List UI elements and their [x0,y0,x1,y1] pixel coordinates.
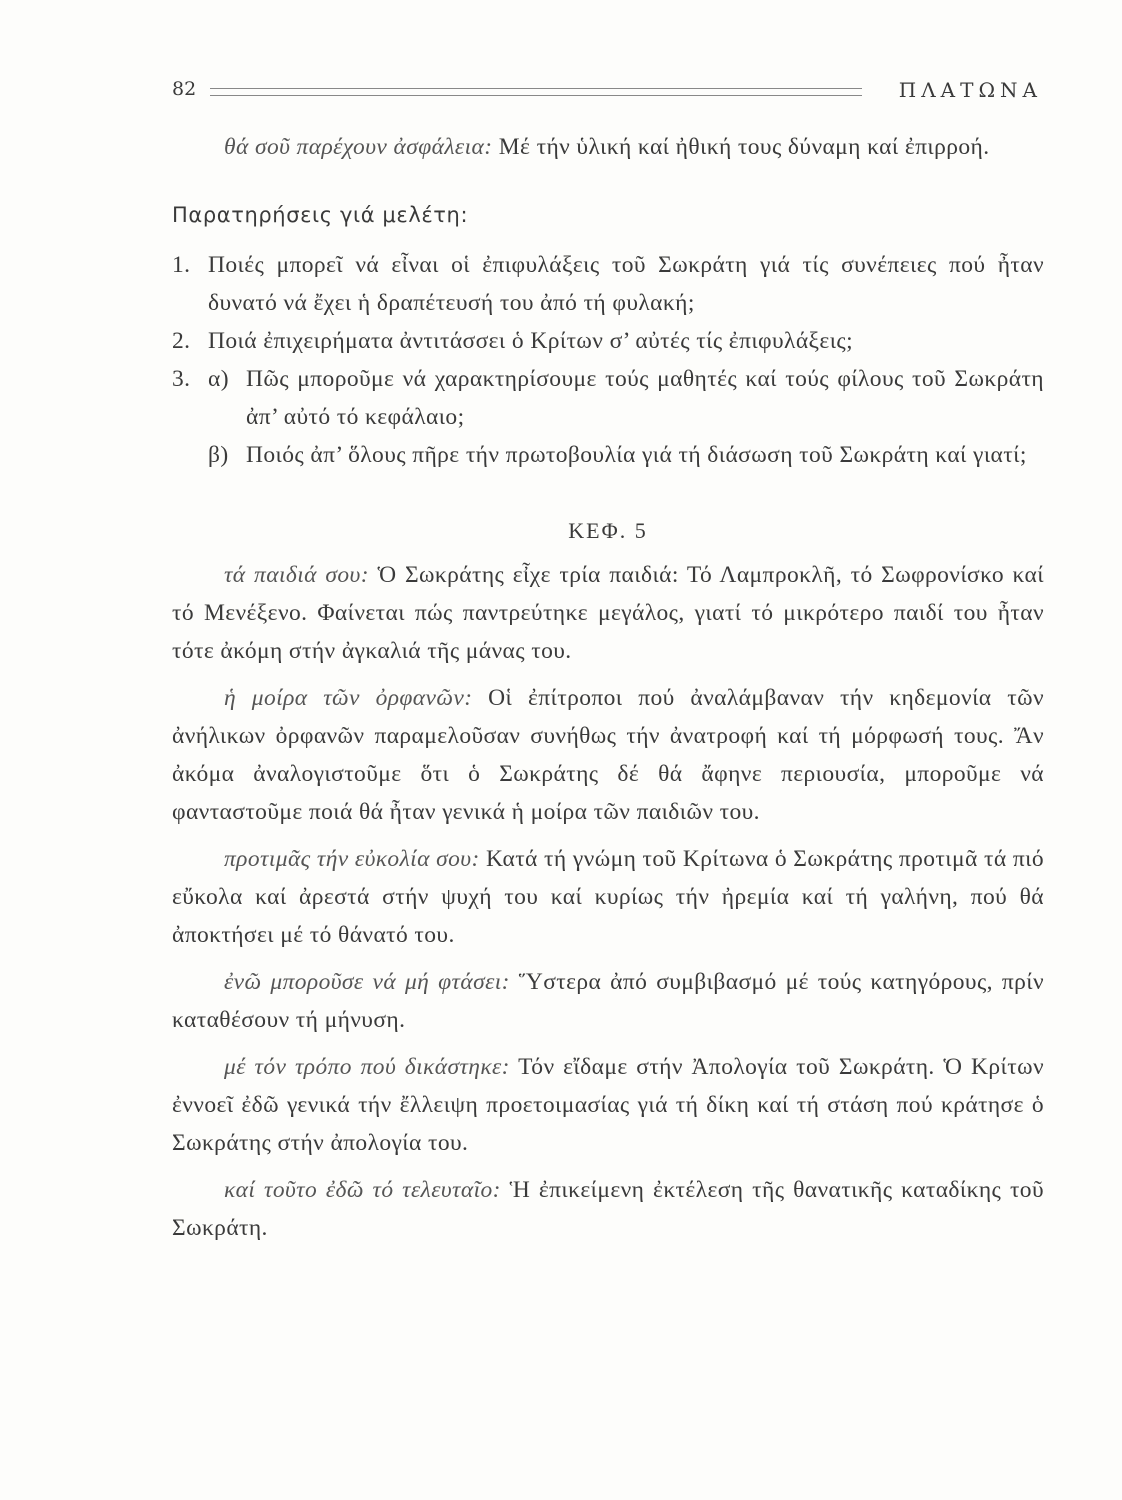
intro-note [172,128,1044,166]
note-paragraph [172,679,1044,831]
question-3a [172,360,1044,436]
note-paragraph [172,556,1044,670]
sub-label: β) [208,442,229,468]
note-text: Οἱ ἐπίτροποι πού ἀναλάμβαναν τήν κηδεμονία τῶν ἀνήλικων ὀρφανῶν παραμελοῦσαν συνήθως τήν ἀνατροφή καί τή μόρφωσή τους. Ἄν ἀκόμα ἀναλογιστοῦμε ὅτι ὁ Σωκράτης δέ θά ἄφηνε περιουσία, μποροῦμε νά φανταστοῦμε ποιά θά ἦταν γενικά ἡ μοίρα τῶν παιδιῶν του. [172,685,1044,825]
question-2 [172,322,1044,360]
running-title: ΠΛΑΤΩΝΑ [898,78,1042,102]
study-heading: Παρατηρήσεις γιά μελέτη: [172,203,469,227]
question-text: Ποιές μπορεῖ νά εἶναι οἱ ἐπιφυλάξεις τοῦ Σωκράτη γιά τίς συνέπειες πού ἦταν δυνατό νά ἔχει ἡ δραπέτευσή του ἀπό τή φυλακή; [208,252,1044,316]
note-paragraph [172,1048,1044,1162]
note-term: θά σοῦ παρέχουν ἀσφάλεια: [224,134,493,160]
question-number: 2. [172,328,191,354]
question-text: Ποιά ἐπιχειρήματα ἀντιτάσσει ὁ Κρίτων σ’ αὐτές τίς ἐπιφυλάξεις; [208,328,854,354]
question-number: 1. [172,252,191,278]
note-term: μέ τόν τρόπο πού δικάστηκε: [224,1054,510,1080]
note-text: Ἡ ἐπικείμενη ἐκτέλεση τῆς θανατικῆς καταδίκης τοῦ Σωκράτη. [172,1177,1044,1241]
note-term: προτιμᾶς τήν εὐκολία σου: [224,846,480,872]
page-number: 82 [172,78,197,100]
note-term: ἐνῶ μποροῦσε νά μή φτάσει: [224,969,510,995]
question-1 [172,246,1044,322]
note-term: καί τοῦτο ἐδῶ τό τελευταῖο: [224,1177,501,1203]
chapter-title: ΚΕΦ. 5 [568,518,648,543]
sub-text: Πῶς μποροῦμε νά χαρακτηρίσουμε τούς μαθητές καί τούς φίλους τοῦ Σωκράτη ἀπ’ αὐτό τό κεφάλαιο; [246,366,1044,430]
sub-text: Ποιός ἀπ’ ὅλους πῆρε τήν πρωτοβουλία γιά τή διάσωση τοῦ Σωκράτη καί γιατί; [246,442,1027,468]
note-paragraph [172,1171,1044,1247]
page-header [172,78,1042,108]
note-text: Κατά τή γνώμη τοῦ Κρίτωνα ὁ Σωκράτης προτιμᾶ τά πιό εὔκολα καί ἀρεστά στήν ψυχή του καί κυρίως τήν ἠρεμία καί τή γαλήνη, πού θά ἀποκτήσει μέ τό θάνατό του. [172,846,1044,948]
note-term: ἡ μοίρα τῶν ὀρφανῶν: [224,685,473,711]
note-term: τά παιδιά σου: [224,562,369,588]
question-number: 3. [172,366,191,392]
note-text: Ὁ Σωκράτης εἶχε τρία παιδιά: Τό Λαμπροκλῆ, τό Σωφρονίσκο καί τό Μενέξενο. Φαίνεται πώς παντρεύτηκε μεγάλος, γιατί τό μικρότερο παιδί του ἦταν τότε ἀκόμη στήν ἀγκαλιά τῆς μάνας του. [172,562,1044,664]
sub-label: α) [208,366,229,392]
page-body [172,128,1044,1247]
note-paragraph [172,840,1044,954]
note-text: Ὕστερα ἀπό συμβιβασμό μέ τούς κατηγόρους, πρίν καταθέσουν τή μήνυση. [172,969,1044,1033]
question-3 [172,360,1044,474]
header-rule [210,88,862,96]
study-questions [172,246,1044,474]
note-text: Τόν εἴδαμε στήν Ἀπολογία τοῦ Σωκράτη. Ὁ Κρίτων ἐννοεῖ ἐδῶ γενικά τήν ἔλλειψη προετοιμασίας γιά τή δίκη καί τή στάση πού κράτησε ὁ Σωκράτης στήν ἀπολογία του. [172,1054,1044,1156]
question-3b [172,436,1044,474]
note-paragraph [172,963,1044,1039]
note-text: Μέ τήν ὑλική καί ἠθική τους δύναμη καί ἐπιρροή. [492,134,990,160]
